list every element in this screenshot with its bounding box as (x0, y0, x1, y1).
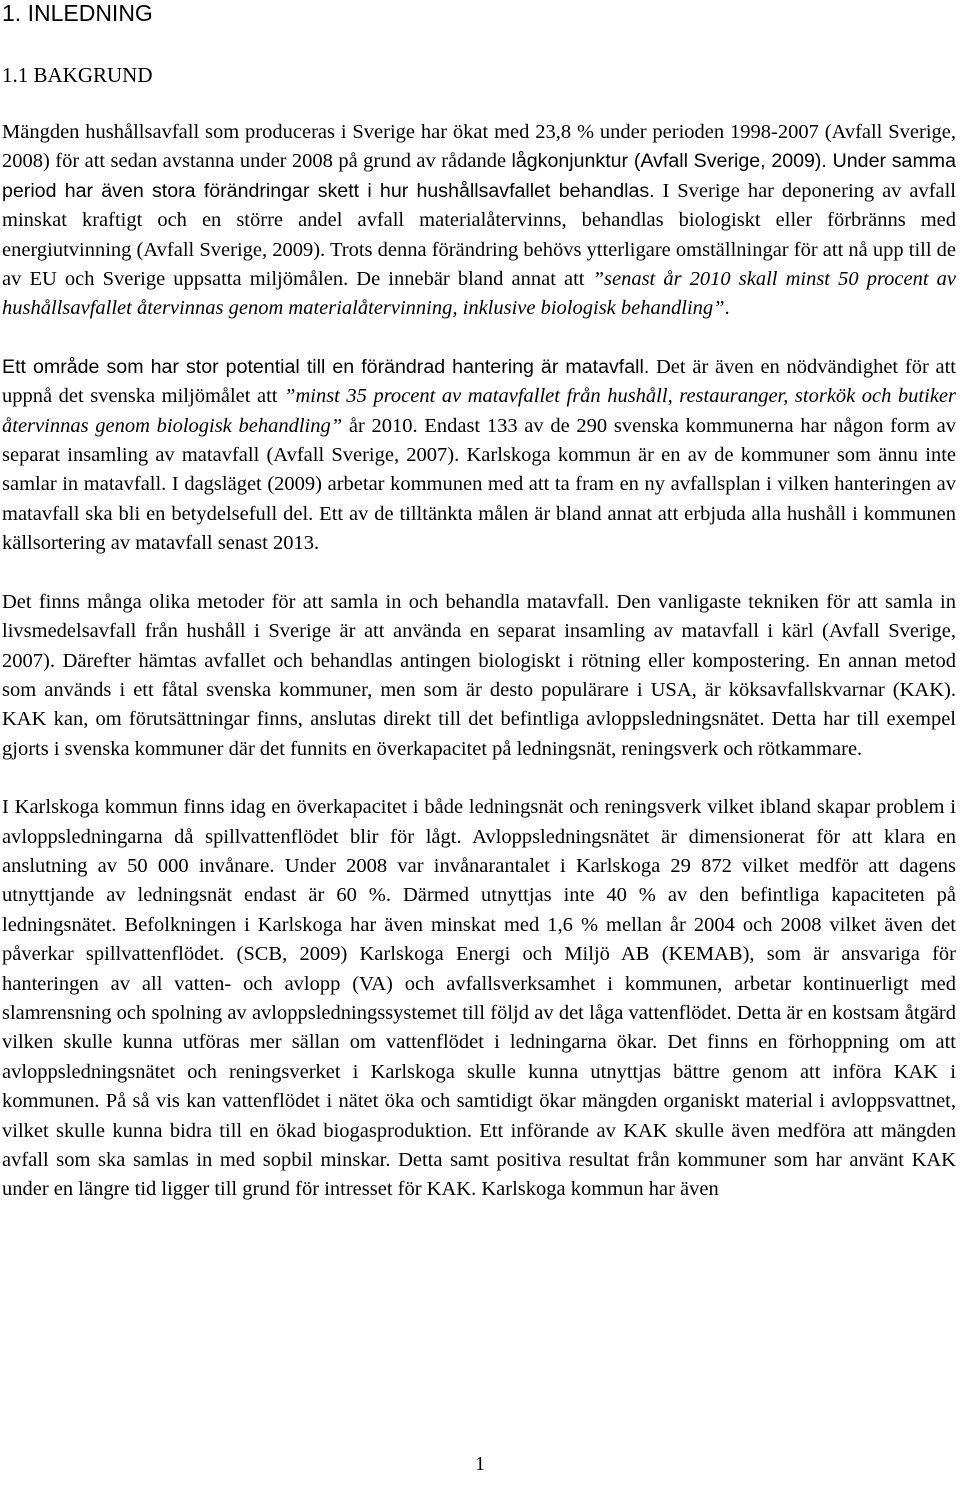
p2-quote: ”minst 35 procent av matavfallet från hushåll, restauranger, storkök och butiker återvinnas genom biologisk behandling” (2, 385, 957, 437)
p1-sentence-2: lågkonjunktur (Avfall Sverige, 2009). Under samma period har även stora förändringar skett i hur hushållsavfallet behandlas. (2, 150, 956, 202)
p1-sentence-5: . (724, 297, 730, 320)
paragraph-3: Det finns många olika metoder för att samla in och behandla matavfall. Den vanligaste tekniken för att samla in livsmedelsavfall från hushåll i Sverige är att använda en separat insamling av matavfall i kärl (Avfall Sverige, 2007). Därefter hämtas avfallet och behandlas antingen biologiskt i rötning eller kompostering. En annan metod som används i ett fåtal svenska kommuner, men som är desto populärare i USA, är köksavfallskvarnar (KAK). KAK kan, om förutsättningar finns, anslutas direkt till det befintliga avloppsledningsnätet. Detta har till exempel gjorts i svenska kommuner där det funnits en överkapacitet på ledningsnät, reningsverk och rötkammare. (2, 590, 956, 760)
p1-sentence-4: Trots denna förändring behövs ytterligare omställningar för att nå upp till de av EU och Sverige uppsatta miljömålen. De innebär bland annat att (2, 238, 957, 291)
paragraph-1 (2, 118, 956, 324)
paragraph-4: I Karlskoga kommun finns idag en överkapacitet i både ledningsnät och reningsverk vilket ibland skapar problem i avloppsledningarna då spillvattenflödet blir för lågt. Avloppsledningsnätet är dimensionerat för att klara en anslutning av 50 000 invånare. Under 2008 var invånarantalet i Karlskoga 29 872 vilket medför att dagens utnyttjande av ledningsnät endast är 60 %. Därmed utnyttjas inte 40 % av den befintliga kapaciteten på ledningsnätet. Befolkningen i Karlskoga har även minskat med 1,6 % mellan år 2004 och 2008 vilket även det påverkar spillvattenflödet. (SCB, 2009) Karlskoga Energi och Miljö AB (KEMAB), som är ansvariga för hanteringen av all vatten- och avlopp (VA) och avfallsverksamhet i kommunen, arbetar kontinuerligt med slamrensning och spolning av avloppsledningssystemet till följd av det låga vattenflödet. Detta är en kostsam åtgärd vilken skulle kunna utföras mer sällan om vattenflödet i ledningarna ökar. Det finns en förhoppning om att avloppsledningsnätet och reningsverket i Karlskoga skulle kunna utnyttjas bättre genom att införa KAK i kommunen. På så vis kan vattenflödet i nätet öka och samtidigt ökar mängden organiskt material i avloppsvattnet, vilket skulle kunna bidra till en ökad biogasproduktion. Ett införande av KAK skulle även medföra att mängden avfall som ska samlas in med sopbil minskar. Detta samt positiva resultat från kommuner som har använt KAK under en längre tid ligger till grund för intresset för KAK. Karlskoga kommun har även (2, 796, 956, 1201)
body-text (2, 118, 956, 1234)
chapter-heading: 1. INLEDNING (2, 0, 153, 26)
p2-sentence-1: Ett område som har stor potential till en förändrad hantering är matavfall. (2, 355, 650, 378)
paragraph-2 (2, 353, 956, 559)
p1-sentence-3: I Sverige har deponering av avfall minskat kraftigt och en större andel avfall materialåtervinns, behandlas biologiskt eller förbränns med energiutvinning (Avfall Sverige, 2009). (2, 179, 957, 261)
p1-sentence-1: Mängden hushållsavfall som produceras i Sverige har ökat med 23,8 % under perioden 1998-2007 (Avfall Sverige, 2008) för att sedan avstanna under 2008 på grund av rådande (2, 121, 956, 173)
p2-sentence-3: år 2010. Endast 133 av de 290 svenska kommunerna har någon form av separat insamling av matavfall (Avfall Sverige, 2007). Karlskoga kommun är en av de kommuner som ännu inte samlar in matavfall. I dagsläget (2009) arbetar kommunen med att ta fram en ny avfallsplan i vilken hanteringen av matavfall ska bli en betydelsefull del. Ett av de tilltänkta målen är bland annat att erbjuda alla hushåll i kommunen källsortering av matavfall senast 2013. (2, 414, 956, 555)
p1-quote: ”senast år 2010 skall minst 50 procent av hushållsavfallet återvinnas genom materialåtervinning, inklusive biologisk behandling” (2, 268, 957, 320)
page-number: 1 (475, 1453, 485, 1475)
section-heading: 1.1 BAKGRUND (2, 63, 153, 87)
p2-sentence-2: Det är även en nödvändighet för att uppnå det svenska miljömålet att (2, 355, 956, 408)
